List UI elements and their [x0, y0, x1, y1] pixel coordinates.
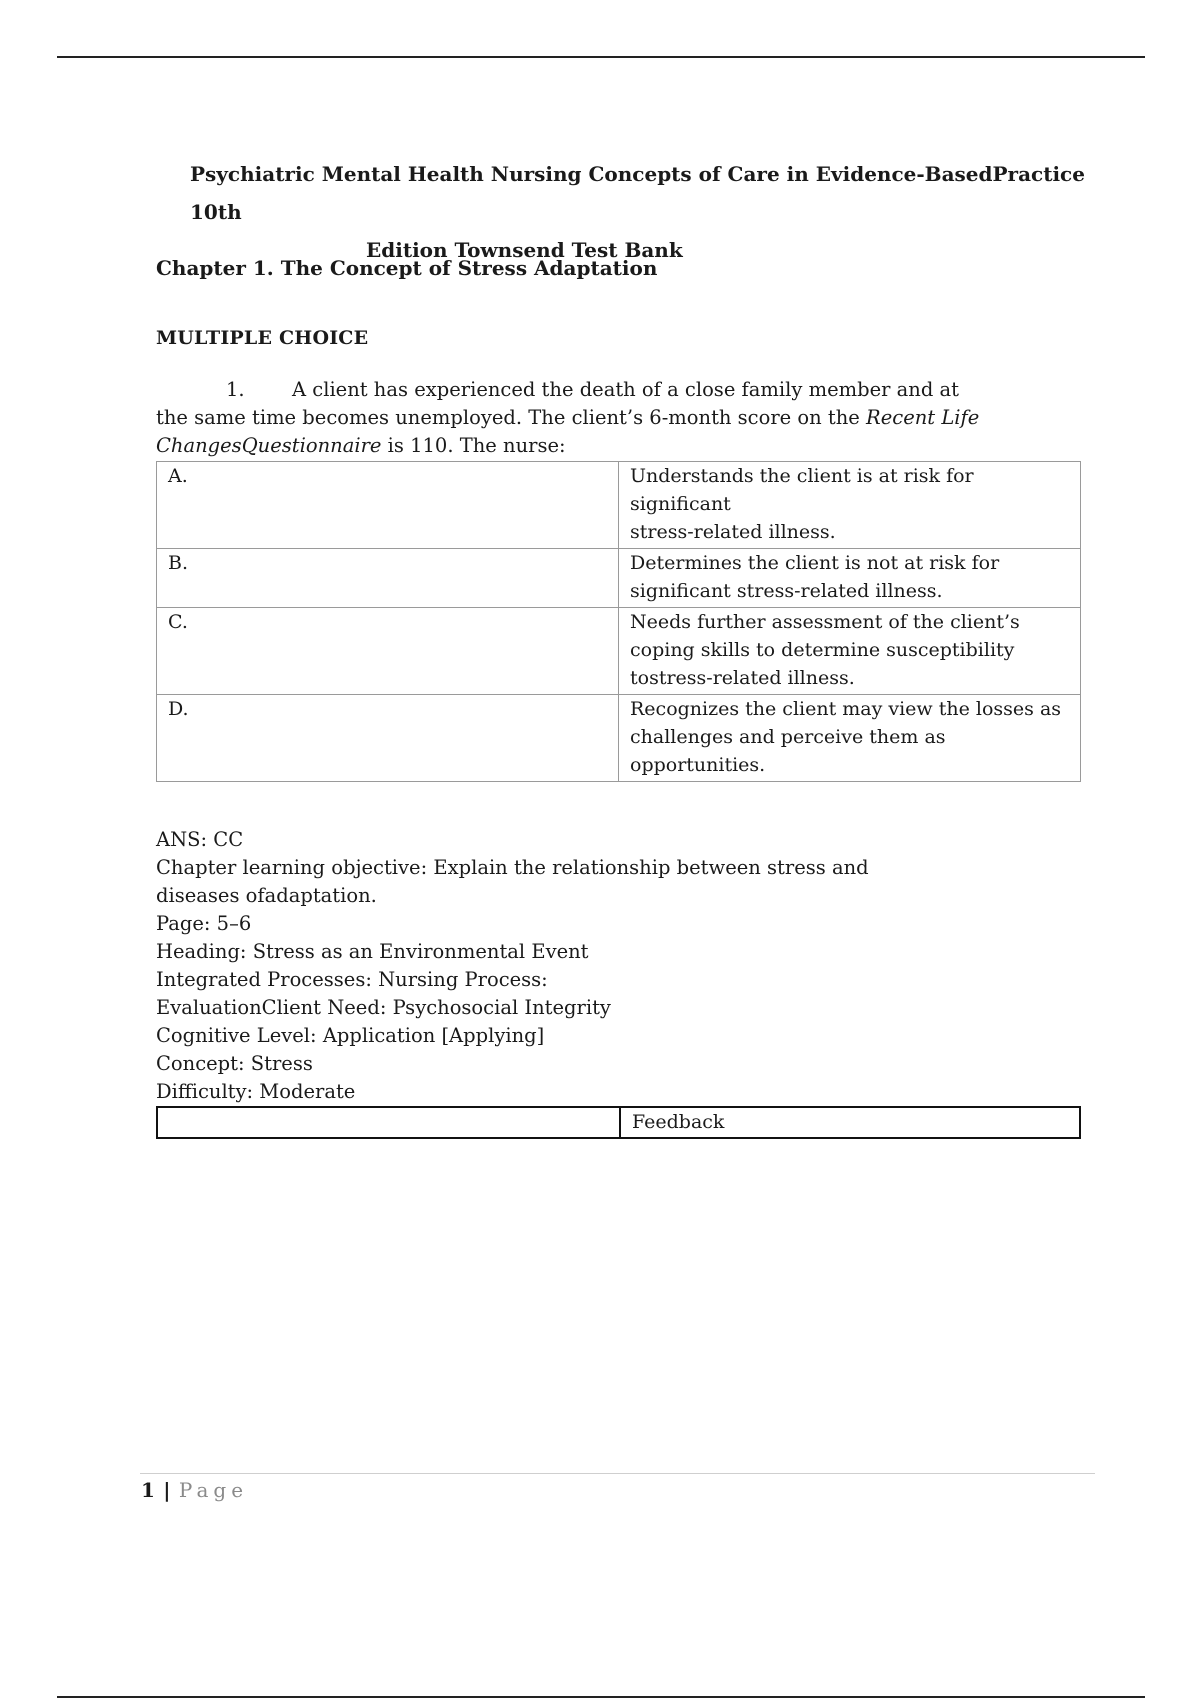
chapter-heading: Chapter 1. The Concept of Stress Adaptation	[156, 256, 658, 280]
choice-letter: C.	[157, 608, 619, 695]
learning-objective-line-2: diseases ofadaptation.	[156, 884, 377, 907]
integrated-processes-line-2: EvaluationClient Need: Psychosocial Integrity	[156, 996, 611, 1019]
choice-row-c	[157, 608, 1081, 695]
choice-text-line: tostress-related illness.	[630, 667, 855, 689]
cognitive-level: Cognitive Level: Application [Applying]	[156, 1024, 545, 1047]
question-text-italic: Recent Life ChangesQuestionnaire	[156, 406, 980, 457]
section-heading: MULTIPLE CHOICE	[156, 327, 369, 349]
title-line-2: Edition Townsend Test Bank	[366, 238, 683, 262]
choice-text	[619, 549, 1081, 608]
page-footer	[141, 1478, 248, 1502]
page-number: 1	[141, 1478, 155, 1502]
choice-row-a	[157, 462, 1081, 549]
feedback-row	[157, 1107, 1080, 1138]
choice-text-line: significant	[630, 493, 731, 515]
learning-objective-line-1: Chapter learning objective: Explain the relationship between stress and	[156, 856, 869, 879]
integrated-processes-line-1: Integrated Processes: Nursing Process:	[156, 968, 548, 991]
choice-text-line: Needs further assessment of the client’s	[630, 611, 1020, 633]
question-number: 1.	[226, 378, 245, 401]
footer-separator: |	[163, 1478, 171, 1502]
choice-text-line: significant stress-related illness.	[630, 580, 943, 602]
difficulty: Difficulty: Moderate	[156, 1080, 356, 1103]
choice-text-line: Recognizes the client may view the losses as	[630, 698, 1062, 720]
bottom-rule	[57, 1696, 1145, 1698]
top-rule	[57, 56, 1145, 58]
page-word: Page	[178, 1478, 249, 1502]
choice-text-line: Determines the client is not at risk for	[630, 552, 1000, 574]
answer-key: ANS: CC	[156, 828, 244, 851]
choice-row-b	[157, 549, 1081, 608]
heading-reference: Heading: Stress as an Environmental Event	[156, 940, 589, 963]
feedback-label: Feedback	[620, 1107, 1080, 1138]
choice-text-line: Understands the client is at risk for	[630, 465, 974, 487]
concept: Concept: Stress	[156, 1052, 313, 1075]
choice-text-line: challenges and perceive them as	[630, 726, 946, 748]
choice-text-line: stress-related illness.	[630, 521, 836, 543]
choice-text	[619, 462, 1081, 549]
choice-row-d	[157, 695, 1081, 782]
question-text-part2: is 110. The nurse:	[387, 434, 566, 457]
page-reference: Page: 5–6	[156, 912, 252, 935]
choice-text	[619, 695, 1081, 782]
feedback-table	[156, 1106, 1081, 1139]
choice-text-line: coping skills to determine susceptibility	[630, 639, 1015, 661]
question-stem	[156, 376, 996, 460]
feedback-empty-cell	[157, 1107, 620, 1138]
choice-letter: A.	[157, 462, 619, 549]
answer-metadata	[156, 826, 916, 1106]
footer-rule	[140, 1473, 1095, 1474]
choice-letter: D.	[157, 695, 619, 782]
choices-table	[156, 461, 1081, 782]
choice-letter: B.	[157, 549, 619, 608]
document-title	[190, 155, 1090, 269]
title-line-1: Psychiatric Mental Health Nursing Concepts of Care in Evidence-BasedPractice 10th	[190, 162, 1085, 224]
question-text-part1: A client has experienced the death of a close family member and at the same time becomes unemployed. The client’s 6-month score on the	[156, 378, 959, 429]
choice-text-line: opportunities.	[630, 754, 766, 776]
choice-text	[619, 608, 1081, 695]
